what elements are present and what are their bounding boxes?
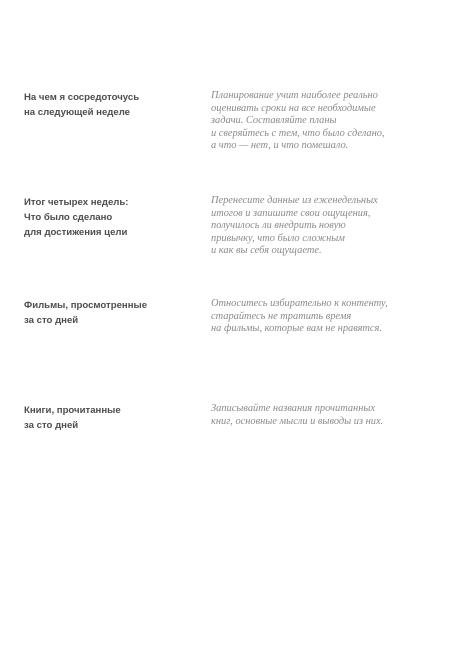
description-line: Записывайте названия прочитанных	[211, 403, 375, 414]
heading-line: на следующей неделе	[24, 107, 131, 118]
heading-line: за сто дней	[24, 420, 79, 431]
description-line: книг, основные мысли и выводы из них.	[211, 415, 384, 427]
heading-line: Итог четырех недель:	[24, 197, 129, 208]
heading-line: за сто дней	[24, 315, 79, 326]
description-line: Относитесь избирательно к контенту,	[211, 298, 388, 309]
section-description	[211, 195, 421, 258]
description-line: на фильмы, которые вам не нравятся.	[211, 323, 382, 335]
description-line: старайтесь не тратить время	[211, 310, 352, 322]
heading-line: для достижения цели	[24, 227, 128, 238]
description-line: Планирование учит наиболее реально	[211, 90, 378, 101]
heading-line: Фильмы, просмотренные	[24, 300, 148, 311]
section-heading	[24, 403, 194, 433]
description-line: и как вы себя ощущаете.	[211, 245, 322, 257]
description-line: получилось ли внедрить новую	[211, 220, 346, 232]
heading-line: На чем я сосредоточусь	[24, 92, 140, 103]
description-line: оценивать сроки на все необходимые	[211, 102, 376, 114]
description-line: привычку, что было сложным	[211, 232, 345, 244]
description-line: задачи. Составляйте планы	[211, 115, 337, 127]
heading-line: Что было сделано	[24, 212, 113, 223]
description-line: итогов и запишите свои ощущения,	[211, 207, 371, 219]
section-description	[211, 298, 421, 336]
section-heading	[24, 195, 194, 240]
description-line: Перенесите данные из еженедельных	[211, 195, 378, 206]
section-description	[211, 90, 421, 153]
section-heading	[24, 298, 194, 328]
description-line: а что — нет, и что помешало.	[211, 140, 349, 152]
section-heading	[24, 90, 194, 120]
heading-line: Книги, прочитанные	[24, 405, 121, 416]
description-line: и сверяйтесь с тем, что было сделано,	[211, 127, 385, 139]
section-description	[211, 403, 421, 428]
